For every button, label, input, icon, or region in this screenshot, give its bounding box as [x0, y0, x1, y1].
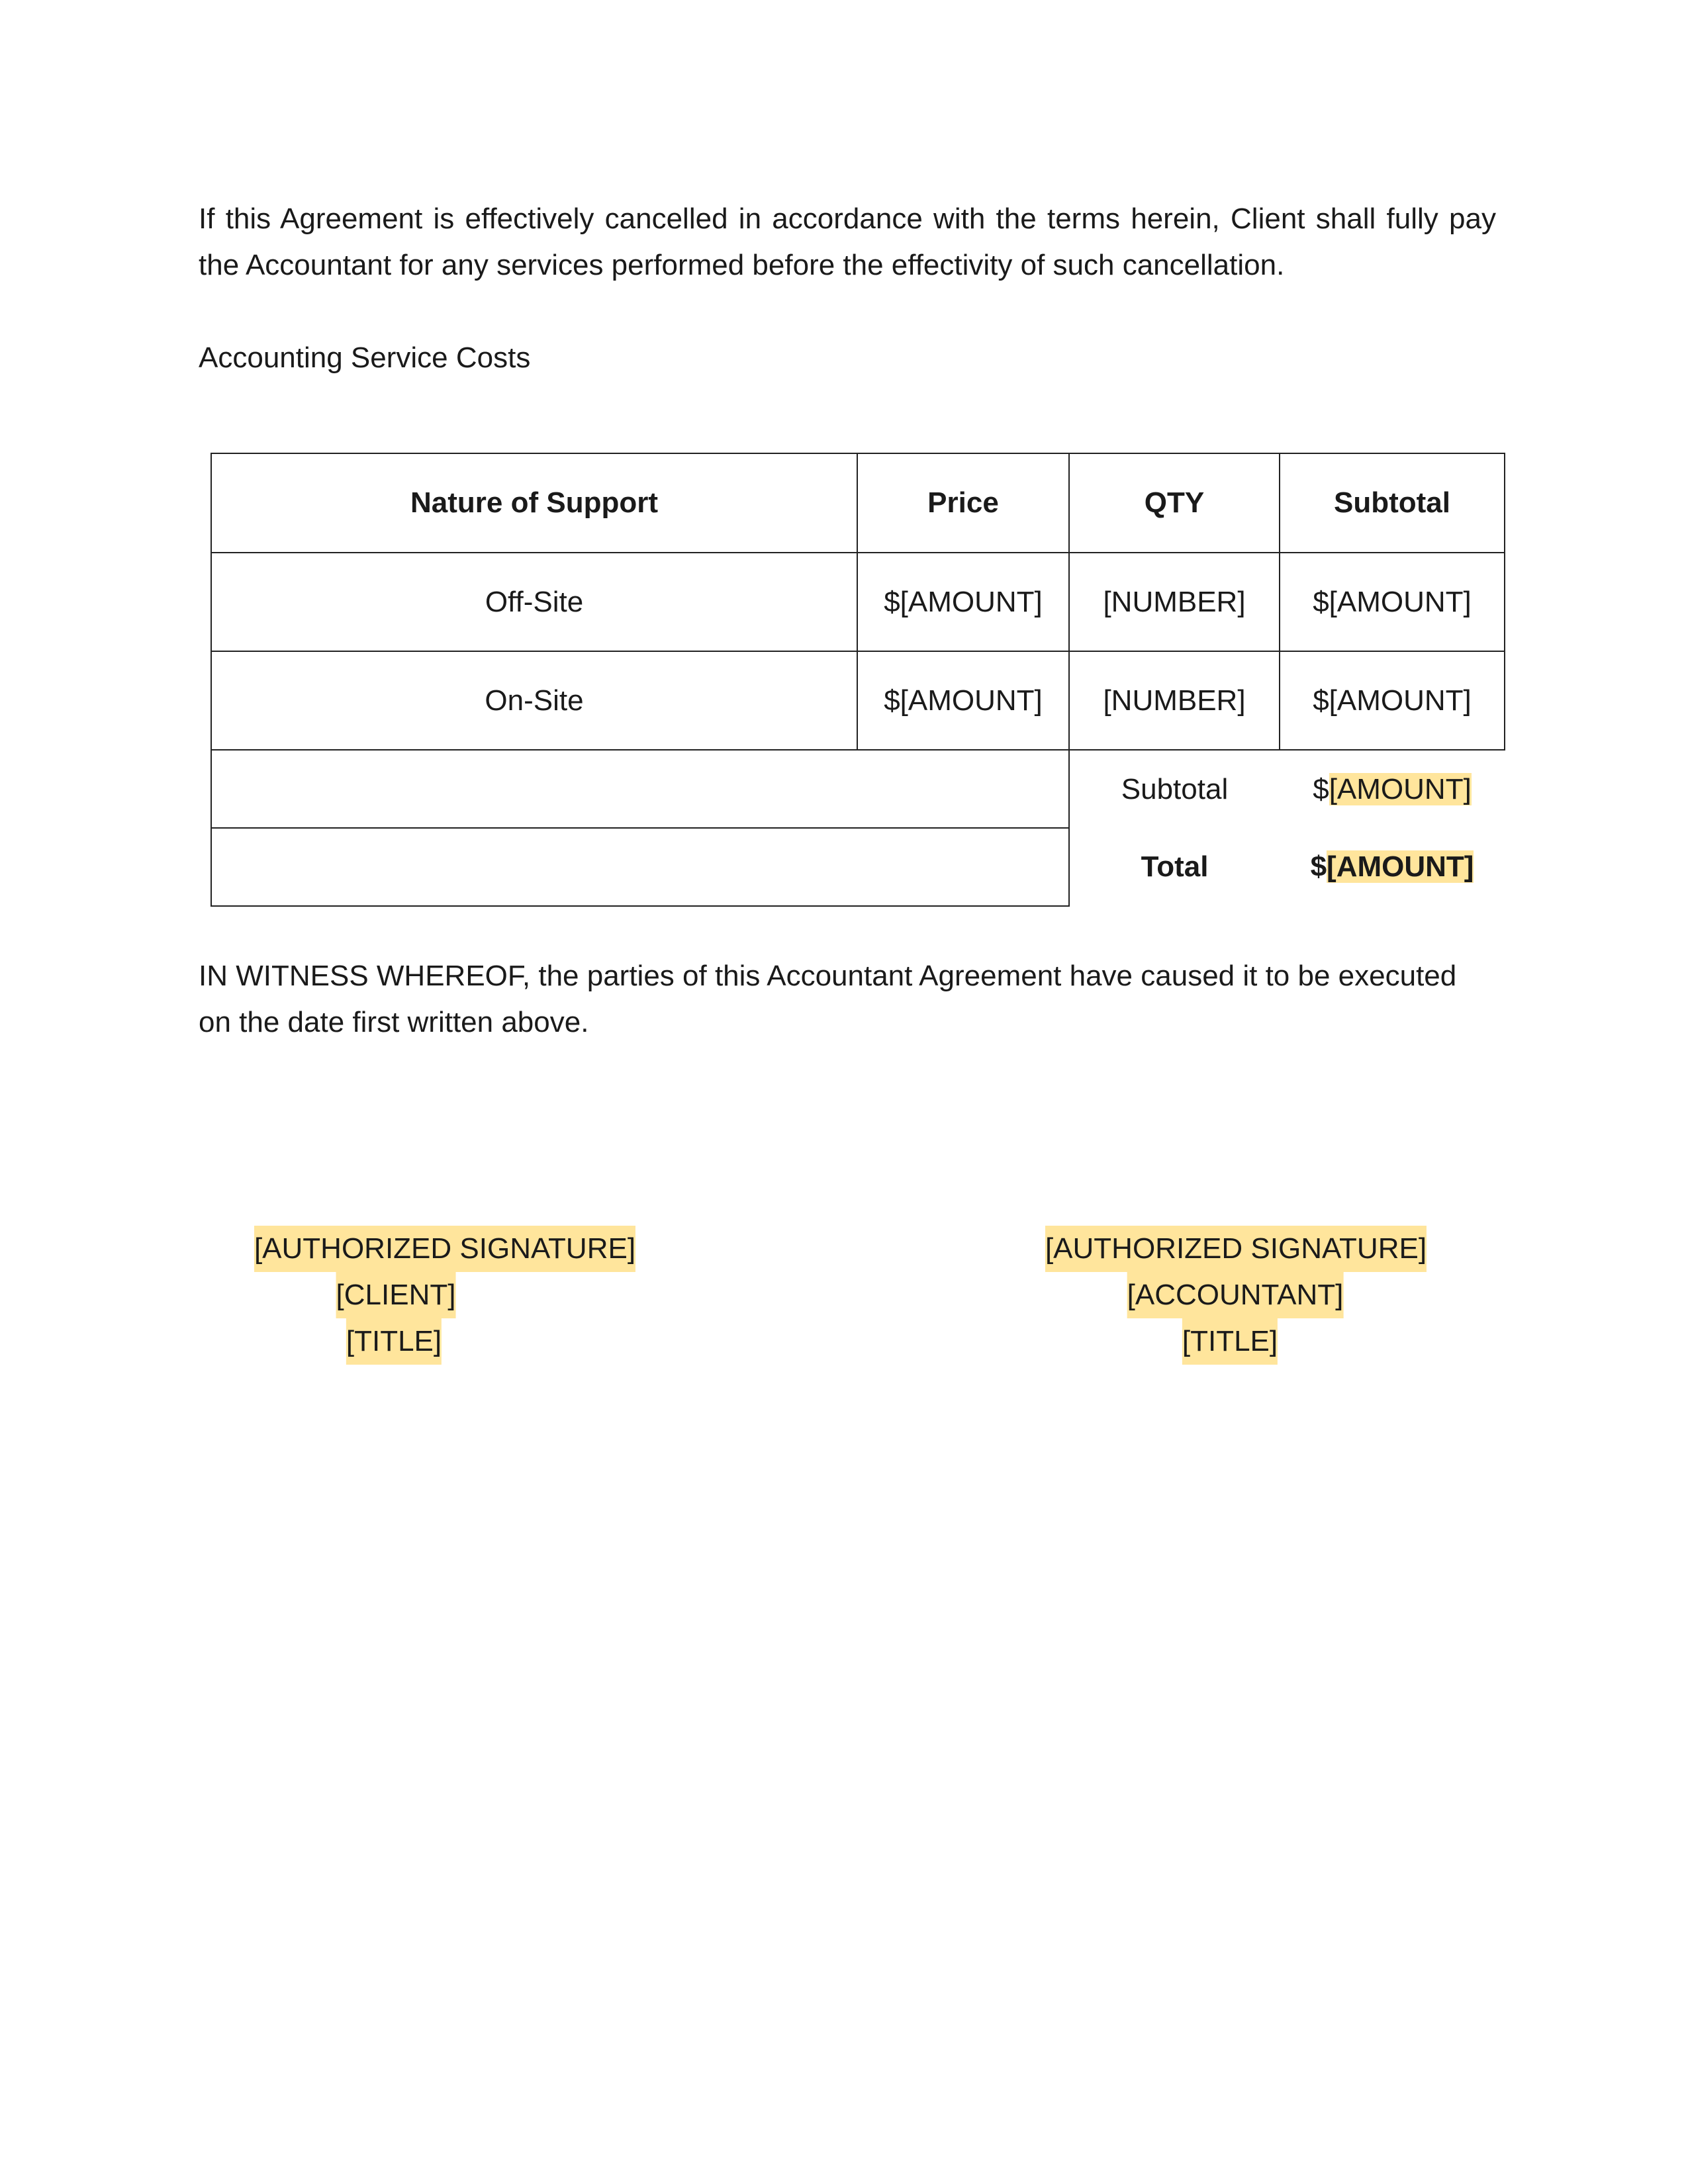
accountant-title: [TITLE]	[1182, 1318, 1278, 1365]
cancellation-paragraph: If this Agreement is effectively cancelled in accordance with the terms herein, Client shall fully pay the Accountant for any services performed before the effectivity of such cancellation.	[199, 203, 1496, 281]
cell-nature: On-Site	[211, 651, 857, 750]
subtotal-placeholder: [AMOUNT]	[1329, 772, 1472, 805]
total-label: Total	[1141, 850, 1209, 883]
accountant-signature: [AUTHORIZED SIGNATURE]	[1045, 1226, 1427, 1272]
client-party: [CLIENT]	[336, 1272, 456, 1318]
table-row	[211, 553, 1505, 651]
subtotal-amount	[1280, 750, 1505, 828]
cell-qty: [NUMBER]	[1069, 553, 1280, 651]
accountant-party: [ACCOUNTANT]	[1127, 1272, 1344, 1318]
client-signature: [AUTHORIZED SIGNATURE]	[254, 1226, 635, 1272]
client-title: [TITLE]	[346, 1318, 442, 1365]
table-row	[211, 651, 1505, 750]
total-placeholder: [AMOUNT]	[1327, 850, 1474, 883]
empty-cell	[211, 750, 1069, 828]
cell-price: $[AMOUNT]	[857, 553, 1069, 651]
cell-nature: Off-Site	[211, 553, 857, 651]
section-heading: Accounting Service Costs	[199, 341, 531, 374]
cell-qty: [NUMBER]	[1069, 651, 1280, 750]
subtotal-row	[211, 750, 1505, 828]
header-price: Price	[857, 453, 1069, 553]
subtotal-label: Subtotal	[1121, 772, 1229, 805]
header-nature-of-support: Nature of Support	[211, 453, 857, 553]
header-subtotal: Subtotal	[1280, 453, 1505, 553]
total-row	[211, 828, 1505, 906]
total-amount	[1280, 828, 1505, 906]
subtotal-currency: $	[1313, 772, 1329, 805]
empty-cell	[211, 828, 1069, 906]
total-currency: $	[1310, 850, 1327, 883]
cost-table	[211, 453, 1505, 907]
header-qty: QTY	[1069, 453, 1280, 553]
cell-subtotal: $[AMOUNT]	[1280, 553, 1505, 651]
cell-price: $[AMOUNT]	[857, 651, 1069, 750]
cell-subtotal: $[AMOUNT]	[1280, 651, 1505, 750]
witness-paragraph: IN WITNESS WHEREOF, the parties of this Accountant Agreement have caused it to be executed on the date first written above.	[199, 960, 1457, 1038]
table-header-row	[211, 453, 1505, 553]
